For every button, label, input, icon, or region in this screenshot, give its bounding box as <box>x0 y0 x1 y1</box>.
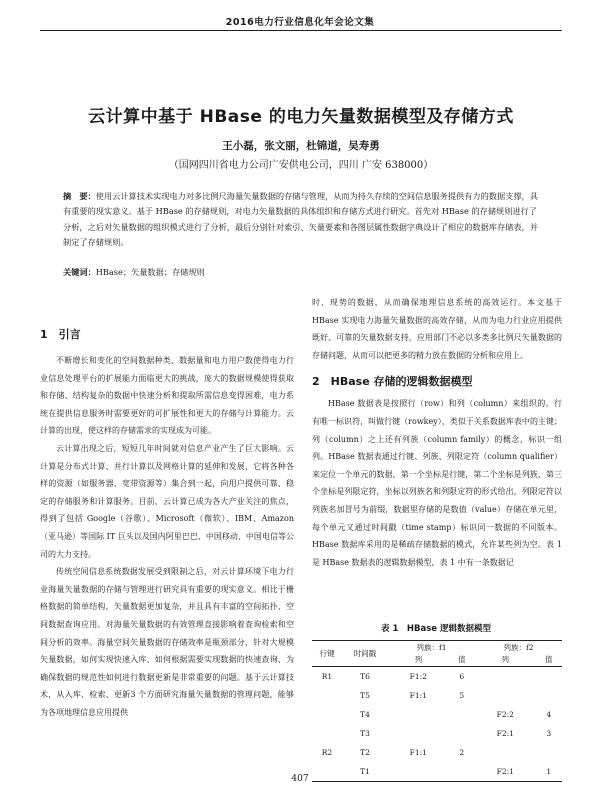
table-row <box>312 724 562 743</box>
cell-f2-val <box>536 686 562 705</box>
cell-timestamp: T6 <box>360 672 370 681</box>
section-1-heading: 1 引言 <box>40 328 81 341</box>
page-number: 407 <box>291 774 309 784</box>
cell-rowkey <box>312 705 342 724</box>
cell-timestamp: T3 <box>360 729 370 738</box>
cell-f2-col <box>475 686 536 705</box>
keywords <box>63 265 541 280</box>
cell-f1-col: F1:1 <box>409 691 427 700</box>
cell-f2-col: F2:1 <box>496 729 514 738</box>
abstract-text: 使用云计算技术实现电力对多比例尺海量矢量数据的存储与管理，从而为持久存续的空间信息服务提供有力的数据支撑，具有重要的现实意义。基于 HBase 的存储规则，对电力矢量数据的具体组织和存储方式进行研究。首先对 HBase 的存储规则进行了分析，之后对矢量数据的组织模式进行了分析，最后分别针对索引、矢量要素和各图层属性数据字典设计了相应的数据库存储表，并制定了存储规则。 <box>63 191 538 248</box>
cell-rowkey: R2 <box>321 748 333 757</box>
section-1-paragraph: 传统空间信息系统数据发展受到限制之后，对云计算环境下电力行业海量矢量数据的存储与管理进行研究具有重要的现实意义。相比于栅格数据的简单结构，矢量数据更加复杂，并且具有丰富的空间拓扑、空间数据查询应用。对海量矢量数据的有效管理直接影响着查询检索和空间分析的效率。海量空间矢量数据的存储效率是瓶颈部分，针对大规模矢量数据，如何实现快速入库、如何根据需要实现数据的快速查询、为确保数据的规范性如何进行数据更新是非常重要的问题。基于云计算技术，从入库、检索、更新3 个方面研究海量矢量数据的管理问题，能够为各项地理信息应用提供 <box>40 567 294 717</box>
table-row <box>312 705 562 724</box>
keywords-label: 关键词： <box>63 267 96 277</box>
cell-f2-col: F2:2 <box>496 710 514 719</box>
cell-timestamp: T2 <box>360 748 370 757</box>
abstract <box>63 189 541 251</box>
cell-f2-val <box>536 743 562 762</box>
cell-f1-val: 6 <box>459 672 465 681</box>
cell-f2-val: 3 <box>546 729 552 738</box>
cell-f2-val: 4 <box>546 710 552 719</box>
cell-f1-val: 5 <box>459 691 465 700</box>
table-header-row <box>312 641 562 654</box>
header-f2-col: 列 <box>475 653 536 667</box>
cell-rowkey <box>312 724 342 743</box>
cell-f1-val: 2 <box>459 748 465 757</box>
table-row <box>312 743 562 762</box>
cell-timestamp: T5 <box>360 691 370 700</box>
cell-f1-col <box>388 705 449 724</box>
right-column <box>312 294 562 571</box>
header-f1-val: 值 <box>449 653 475 667</box>
table-row <box>312 667 562 687</box>
header-family-f1: 列族：f1 <box>388 641 475 654</box>
header-timestamp: 时间戳 <box>342 641 388 667</box>
left-column <box>40 326 294 721</box>
section-1-paragraph: 不断增长和变化的空间数据种类、数据量和电力用户数使得电力行业信息处理平台的扩展能力面临更大的挑战，庞大的数据规模使得获取和存储、结构复杂的数据中快速分析和提取所需信息变得困难，电力系统在提供信息服务时需要更好的可扩展性和更大的存储与计算能力。云计算的出现，使这样的存储需求的实现成为可能。 <box>40 356 294 436</box>
cell-f1-val <box>449 724 475 743</box>
cell-f1-col: F1:1 <box>409 748 427 757</box>
header-rule <box>40 30 562 31</box>
cell-f2-col <box>475 743 536 762</box>
author-list: 王小磊，张文丽，杜锦道，吴寿勇 <box>222 140 380 152</box>
table-caption: 表 1 HBase 逻辑数据模型 <box>381 624 491 634</box>
header-rowkey: 行键 <box>312 641 342 667</box>
section-1-continued: 时、现势的数据，从而确保地理信息系统的高效运行。本文基于 HBase 实现电力海量矢量数据的高效存储，从而为电力行业应用提供既好、可靠的矢量数据支持，应用部门不必以多类多比例尺矢量数据的存储问题，从而可以把更多的精力放在数据的分析和应用上。 <box>312 298 562 360</box>
cell-rowkey: R1 <box>321 672 333 681</box>
cell-f2-col <box>475 667 536 687</box>
header-f2-val: 值 <box>536 653 562 667</box>
abstract-label: 摘 要： <box>63 191 96 201</box>
header-f1-col: 列 <box>388 653 449 667</box>
cell-f1-val <box>449 705 475 724</box>
section-2-paragraph: HBase 数据表是按照行（row）和列（column）来组织的。行有唯一标识符，叫做行键（rowkey），类似于关系数据库表中的主键；列（column）之上还有列族（column family）的概念，标识一组列。HBase 数据表通过行键、列族、列限定符（column qualifier）来定位一个单元的数据，第一个坐标是行键，第二个坐标是列族，第三个坐标是列限定符，坐标以列族名和列限定符的形式给出，列限定符以列族名加冒号为前缀，数据里存储的是数值（value）存储在单元里，每个单元又通过时间戳（time stamp）标识同一数据的不同版本。HBase 数据库采用的是稀疏存储数据的模式，允许某些列为空。表 1 是 HBase 数据表的逻辑数据模型，表 1 中有一条数据记 <box>312 399 562 567</box>
running-head: 2016电力行业信息化年会论文集 <box>225 17 375 28</box>
logical-model-table <box>312 640 562 782</box>
cell-f1-col: F1:2 <box>409 672 427 681</box>
table-row <box>312 686 562 705</box>
affiliation: （国网四川省电力公司广安供电公司，四川 广安 638000） <box>168 160 434 171</box>
keywords-text: HBase；矢量数据；存储规则 <box>95 267 205 277</box>
header-family-f2: 列族：f2 <box>475 641 562 654</box>
section-1-paragraph: 云计算出现之后，短短几年时间就对信息产业产生了巨大影响。云计算是分布式计算、并行计算以及网格计算的延伸和发展，它将各种各样的资源（如服务器、宽带资源等）集合到一起，向用户提供可靠、稳定的存储服务和计算服务。目前，云计算已成为各大产业关注的焦点，得到了包括 Google（谷歌）、Microsoft（微软）、IBM、Amazon（亚马逊）等国际 IT 巨头以及国内阿里巴巴、中国移动、中国电信等公司的大力支持。 <box>40 443 294 559</box>
paper-title: 云计算中基于 HBase 的电力矢量数据模型及存储方式 <box>88 107 514 127</box>
cell-f2-val: 1 <box>536 762 562 782</box>
cell-f2-col: F2:1 <box>475 762 536 782</box>
cell-timestamp: T1 <box>342 762 388 782</box>
cell-f2-val <box>536 667 562 687</box>
section-2-heading: 2 HBase 存储的逻辑数据模型 <box>312 375 473 389</box>
cell-f1-col <box>388 724 449 743</box>
cell-timestamp: T4 <box>360 710 370 719</box>
cell-rowkey <box>312 686 342 705</box>
